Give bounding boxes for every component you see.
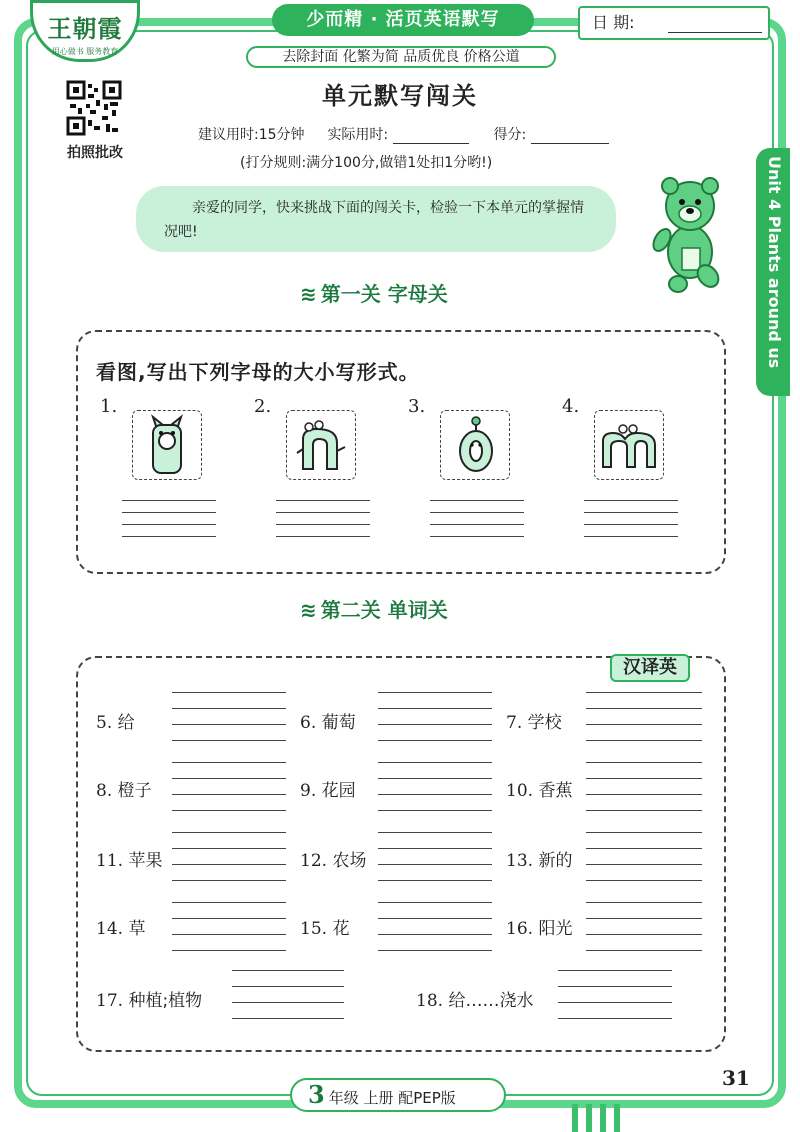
wave-icon: ≋ (300, 598, 317, 622)
writing-line[interactable] (122, 524, 216, 525)
item-number: 12. (300, 851, 328, 871)
writing-line[interactable] (378, 724, 492, 725)
item-number: 11. (96, 851, 124, 871)
writing-line[interactable] (172, 724, 286, 725)
word-prompt (416, 986, 533, 1011)
writing-line[interactable] (172, 794, 286, 795)
item-number: 7. (506, 713, 523, 733)
bar (586, 1104, 592, 1132)
writing-line[interactable] (378, 934, 492, 935)
writing-line[interactable] (586, 864, 702, 865)
word-prompt (96, 708, 135, 733)
writing-line[interactable] (586, 708, 702, 709)
writing-line[interactable] (276, 536, 370, 537)
writing-line[interactable] (172, 692, 286, 693)
writing-line[interactable] (122, 500, 216, 501)
word-prompt (300, 846, 366, 871)
writing-line[interactable] (586, 848, 702, 849)
writing-line[interactable] (430, 512, 524, 513)
writing-line[interactable] (232, 970, 344, 971)
writing-line[interactable] (584, 500, 678, 501)
writing-line[interactable] (172, 880, 286, 881)
series-banner: 少而精 · 活页英语默写 (272, 4, 534, 36)
section2-title: 第二关 单词关 (320, 598, 448, 622)
word-prompt (96, 776, 152, 801)
writing-line[interactable] (378, 848, 492, 849)
writing-line[interactable] (584, 512, 678, 513)
letter-item (562, 396, 682, 556)
bar (600, 1104, 606, 1132)
date-box (578, 6, 770, 40)
writing-line[interactable] (276, 524, 370, 525)
writing-line[interactable] (172, 832, 286, 833)
suggested-time: 建议用时:15分钟 (198, 127, 305, 143)
section2-heading (300, 594, 448, 623)
chinese-word: 葡萄 (321, 713, 356, 733)
writing-line[interactable] (584, 524, 678, 525)
writing-line[interactable] (276, 512, 370, 513)
qr-label: 拍照批改 (67, 145, 123, 161)
letter-picture (132, 410, 202, 480)
decorative-bars (572, 1104, 628, 1132)
chinese-word: 种植;植物 (128, 991, 203, 1011)
writing-line[interactable] (586, 778, 702, 779)
writing-line[interactable] (172, 740, 286, 741)
scoring-rule: (打分规则:满分100分,做错1处扣1分哟!) (240, 155, 493, 171)
chinese-word: 阳光 (538, 919, 573, 939)
writing-line[interactable] (586, 918, 702, 919)
writing-line[interactable] (172, 950, 286, 951)
unit-title: Unit 4 Plants around us (765, 156, 784, 369)
item-number: 10. (506, 781, 534, 801)
writing-line[interactable] (276, 500, 370, 501)
writing-line[interactable] (122, 536, 216, 537)
writing-line[interactable] (586, 902, 702, 903)
chinese-word: 新的 (538, 851, 573, 871)
grade-footer (290, 1078, 506, 1112)
writing-line[interactable] (586, 934, 702, 935)
chinese-word: 花 (332, 919, 350, 939)
writing-line[interactable] (586, 880, 702, 881)
translate-badge: 汉译英 (610, 654, 690, 682)
actual-time-label: 实际用时: (327, 127, 389, 143)
date-field[interactable] (668, 32, 762, 33)
writing-line[interactable] (378, 810, 492, 811)
word-prompt (96, 846, 162, 871)
letter-o-icon (441, 411, 511, 481)
writing-line[interactable] (378, 950, 492, 951)
writing-line[interactable] (430, 536, 524, 537)
word-prompt (96, 986, 202, 1011)
writing-line[interactable] (172, 762, 286, 763)
item-number: 6. (300, 713, 317, 733)
item-number: 18. (416, 991, 444, 1011)
page-number: 31 (722, 1066, 750, 1090)
writing-line[interactable] (430, 524, 524, 525)
qr-code-icon[interactable] (66, 80, 122, 136)
writing-line[interactable] (378, 778, 492, 779)
item-number: 2. (254, 396, 272, 417)
page-title: 单元默写闯关 (322, 82, 478, 110)
word-prompt (300, 776, 356, 801)
date-label: 日 期: (592, 13, 635, 32)
word-prompt (506, 708, 562, 733)
item-number: 3. (408, 396, 426, 417)
writing-line[interactable] (172, 902, 286, 903)
writing-line[interactable] (378, 864, 492, 865)
section1-heading (300, 278, 448, 307)
letter-item (100, 396, 220, 556)
letter-m-icon (595, 411, 665, 481)
chinese-word: 橙子 (117, 781, 152, 801)
item-number: 5. (96, 713, 113, 733)
writing-line[interactable] (558, 1002, 672, 1003)
writing-line[interactable] (558, 1018, 672, 1019)
writing-line[interactable] (172, 864, 286, 865)
word-prompt (300, 914, 349, 939)
chinese-word: 给 (117, 713, 135, 733)
letter-p-icon (133, 411, 203, 481)
writing-line[interactable] (378, 902, 492, 903)
writing-line[interactable] (172, 708, 286, 709)
writing-line[interactable] (586, 762, 702, 763)
word-prompt (506, 776, 572, 801)
writing-line[interactable] (378, 794, 492, 795)
writing-line[interactable] (122, 512, 216, 513)
item-number: 4. (562, 396, 580, 417)
item-number: 17. (96, 991, 124, 1011)
item-number: 1. (100, 396, 118, 417)
writing-line[interactable] (584, 536, 678, 537)
word-prompt (300, 708, 356, 733)
score-field[interactable] (531, 130, 609, 144)
writing-line[interactable] (378, 918, 492, 919)
writing-line[interactable] (558, 986, 672, 987)
writing-line[interactable] (232, 1002, 344, 1003)
slogan-banner: 去除封面 化繁为简 品质优良 价格公道 (246, 46, 556, 68)
word-prompt (506, 846, 572, 871)
writing-line[interactable] (586, 740, 702, 741)
logo-subtext: 用心做书 服务教育 (51, 47, 119, 56)
chinese-word: 苹果 (128, 851, 163, 871)
grade-number: 3 (308, 1080, 325, 1109)
writing-line[interactable] (586, 810, 702, 811)
chinese-word: 香蕉 (538, 781, 573, 801)
chinese-word: 农场 (332, 851, 367, 871)
section1-title: 第一关 字母关 (320, 282, 448, 306)
letter-picture (440, 410, 510, 480)
item-number: 8. (96, 781, 113, 801)
letter-item (408, 396, 528, 556)
writing-line[interactable] (378, 880, 492, 881)
writing-line[interactable] (172, 810, 286, 811)
writing-line[interactable] (172, 778, 286, 779)
writing-line[interactable] (172, 918, 286, 919)
tip-bubble: 亲爱的同学，快来挑战下面的闯关卡，检验一下本单元的掌握情况吧! (136, 186, 616, 252)
writing-line[interactable] (378, 832, 492, 833)
item-number: 13. (506, 851, 534, 871)
letter-n-icon (287, 411, 357, 481)
writing-line[interactable] (586, 950, 702, 951)
chinese-word: 草 (128, 919, 146, 939)
chinese-word: 花园 (321, 781, 356, 801)
wave-icon: ≋ (300, 282, 317, 306)
item-number: 16. (506, 919, 534, 939)
bear-mascot-icon (640, 170, 740, 298)
writing-line[interactable] (586, 724, 702, 725)
chinese-word: 学校 (527, 713, 562, 733)
writing-line[interactable] (558, 970, 672, 971)
writing-line[interactable] (586, 692, 702, 693)
bar (572, 1104, 578, 1132)
writing-line[interactable] (430, 500, 524, 501)
writing-line[interactable] (378, 762, 492, 763)
actual-time-field[interactable] (393, 130, 469, 144)
brand-logo (30, 0, 140, 62)
writing-line[interactable] (232, 986, 344, 987)
word-prompt (506, 914, 572, 939)
item-number: 9. (300, 781, 317, 801)
writing-line[interactable] (378, 740, 492, 741)
letter-picture (594, 410, 664, 480)
bar (614, 1104, 620, 1132)
writing-line[interactable] (232, 1018, 344, 1019)
letter-task-instruction: 看图,写出下列字母的大小写形式。 (96, 360, 420, 384)
writing-line[interactable] (378, 692, 492, 693)
score-label: 得分: (493, 127, 527, 143)
writing-line[interactable] (172, 848, 286, 849)
grade-text: 年级 上册 配PEP版 (328, 1089, 456, 1107)
item-number: 14. (96, 919, 124, 939)
word-prompt (96, 914, 145, 939)
time-score-line (198, 124, 609, 144)
writing-line[interactable] (172, 934, 286, 935)
chinese-word: 给……浇水 (448, 991, 534, 1011)
logo-text: 王朝霞 (47, 14, 123, 43)
item-number: 15. (300, 919, 328, 939)
writing-line[interactable] (586, 832, 702, 833)
writing-line[interactable] (378, 708, 492, 709)
letter-item (254, 396, 374, 556)
letter-picture (286, 410, 356, 480)
writing-line[interactable] (586, 794, 702, 795)
